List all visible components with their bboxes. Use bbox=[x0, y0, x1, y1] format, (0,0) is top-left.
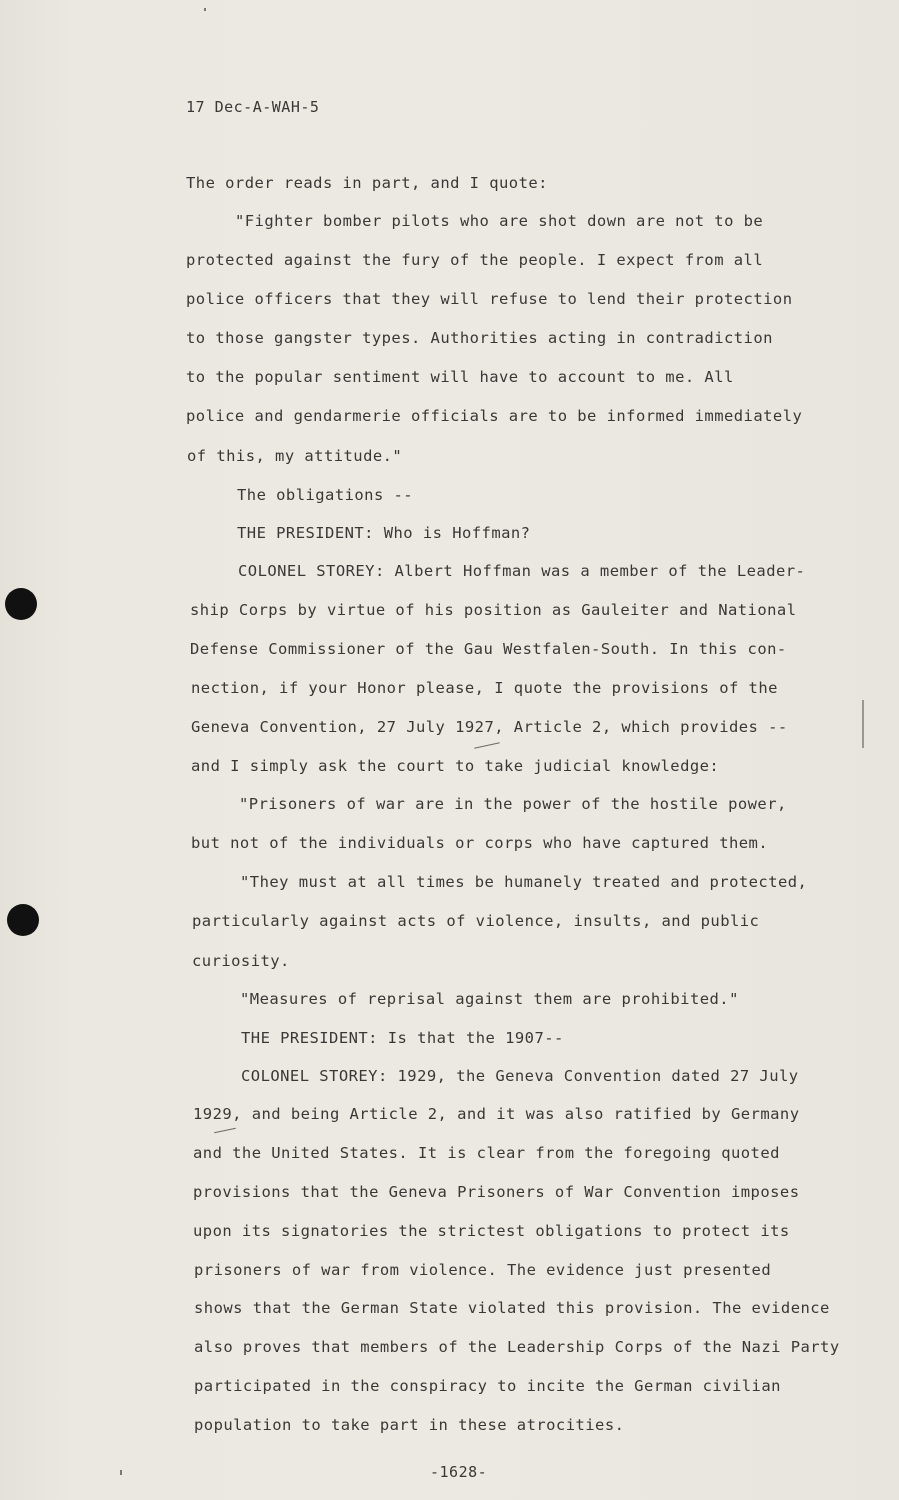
text-line: "Prisoners of war are in the power of the hostile power, bbox=[239, 795, 787, 813]
text-line: Defense Commissioner of the Gau Westfalen-South. In this con- bbox=[190, 640, 787, 658]
text-line: also proves that members of the Leadership Corps of the Nazi Party bbox=[194, 1338, 840, 1356]
text-line: "Measures of reprisal against them are prohibited." bbox=[240, 990, 739, 1008]
margin-mark bbox=[862, 700, 864, 748]
text-line: provisions that the Geneva Prisoners of War Convention imposes bbox=[193, 1183, 800, 1201]
binder-hole-bottom bbox=[7, 904, 39, 936]
paper-speck bbox=[120, 1470, 122, 1475]
pen-stroke bbox=[214, 1128, 236, 1134]
text-line: "Fighter bomber pilots who are shot down are not to be bbox=[235, 212, 764, 230]
text-line: Geneva Convention, 27 July 1927, Article 2, which provides -- bbox=[191, 718, 788, 736]
text-line: to those gangster types. Authorities acting in contradiction bbox=[186, 329, 773, 347]
text-line: police officers that they will refuse to lend their protection bbox=[186, 290, 793, 308]
text-line: upon its signatories the strictest obligations to protect its bbox=[193, 1222, 790, 1240]
text-line: and I simply ask the court to take judicial knowledge: bbox=[191, 757, 720, 775]
binder-hole-top bbox=[5, 588, 37, 620]
text-line: COLONEL STOREY: 1929, the Geneva Convention dated 27 July bbox=[241, 1067, 799, 1085]
text-line: 1929, and being Article 2, and it was also ratified by Germany bbox=[193, 1105, 800, 1123]
text-line: particularly against acts of violence, insults, and public bbox=[192, 912, 760, 930]
text-line: COLONEL STOREY: Albert Hoffman was a member of the Leader- bbox=[238, 562, 806, 580]
text-line: but not of the individuals or corps who have captured them. bbox=[191, 834, 769, 852]
text-line: THE PRESIDENT: Is that the 1907-- bbox=[241, 1029, 564, 1047]
pen-stroke bbox=[474, 742, 500, 748]
page-number: -1628- bbox=[430, 1463, 488, 1481]
text-line: nection, if your Honor please, I quote the provisions of the bbox=[191, 679, 778, 697]
text-line: THE PRESIDENT: Who is Hoffman? bbox=[237, 524, 531, 542]
paper-speck bbox=[204, 8, 206, 11]
text-line: prisoners of war from violence. The evidence just presented bbox=[194, 1261, 772, 1279]
text-line: to the popular sentiment will have to account to me. All bbox=[186, 368, 734, 386]
text-line: curiosity. bbox=[192, 952, 290, 970]
text-line: The obligations -- bbox=[237, 486, 414, 504]
text-line: and the United States. It is clear from the foregoing quoted bbox=[193, 1144, 780, 1162]
document-header-ref: 17 Dec-A-WAH-5 bbox=[186, 98, 320, 116]
text-line: of this, my attitude." bbox=[187, 447, 403, 465]
text-line: "They must at all times be humanely treated and protected, bbox=[240, 873, 808, 891]
text-line: ship Corps by virtue of his position as Gauleiter and National bbox=[190, 601, 797, 619]
text-line: protected against the fury of the people. I expect from all bbox=[186, 251, 764, 269]
text-line: participated in the conspiracy to incite the German civilian bbox=[194, 1377, 781, 1395]
text-line: The order reads in part, and I quote: bbox=[186, 174, 548, 192]
text-line: shows that the German State violated this provision. The evidence bbox=[194, 1299, 830, 1317]
text-line: police and gendarmerie officials are to be informed immediately bbox=[186, 407, 803, 425]
text-line: population to take part in these atrocities. bbox=[194, 1416, 625, 1434]
